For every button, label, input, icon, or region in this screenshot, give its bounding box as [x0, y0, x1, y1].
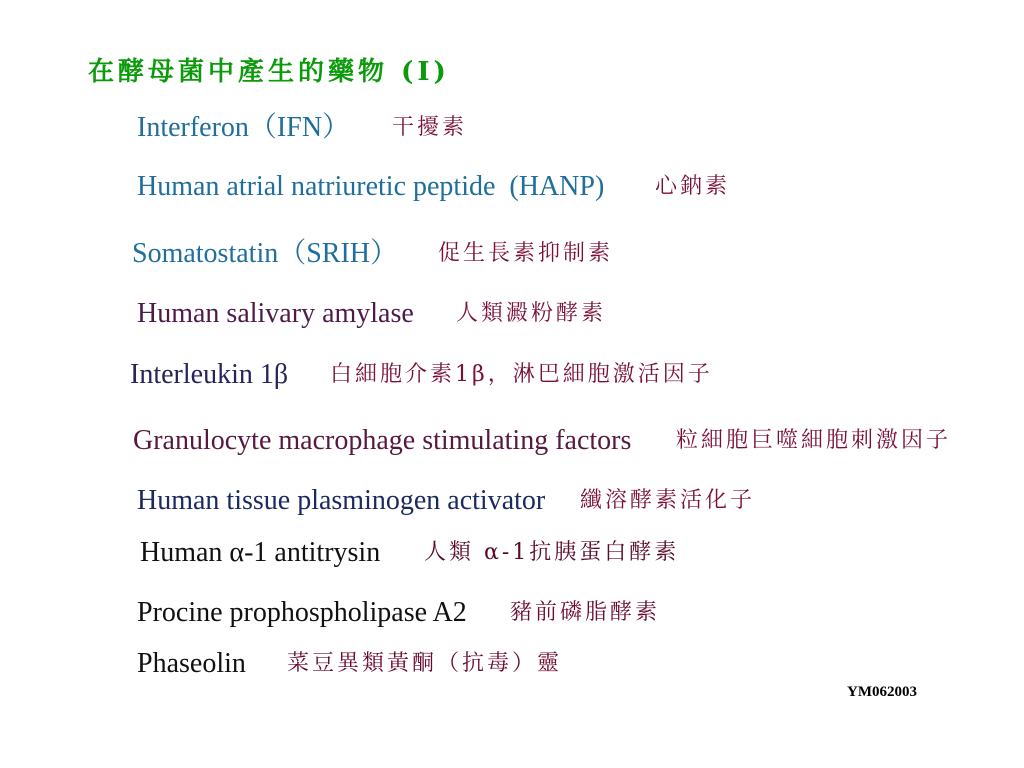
drug-row-gm-csf — [0, 425, 1024, 457]
drug-name-en: Somatostatin（SRIH） — [132, 238, 399, 269]
drug-name-zh: 粒細胞巨噬細胞刺激因子 — [676, 428, 952, 453]
drug-name-zh: 心鈉素 — [655, 174, 731, 199]
drug-name-zh: 菜豆異類黃酮（抗毒）靈 — [287, 651, 563, 676]
drug-name-en: Human salivary amylase — [137, 298, 414, 329]
drug-name-en: Human tissue plasminogen activator — [137, 485, 546, 516]
drug-row-phaseolin — [0, 648, 1024, 680]
drug-name-en: Human α-1 antitrysin — [140, 537, 381, 568]
drug-name-en: Procine prophospholipase A2 — [137, 597, 467, 628]
slide-title: 在酵母菌中產生的藥物 (I) — [88, 57, 450, 87]
drug-name-en: Phaseolin — [137, 648, 246, 679]
drug-name-en: Granulocyte macrophage stimulating factors — [133, 425, 632, 456]
drug-name-en: Human atrial natriuretic peptide (HANP) — [137, 171, 605, 202]
drug-row-somatostatin — [0, 238, 1024, 270]
drug-name-zh: 白細胞介素1β，淋巴細胞激活因子 — [330, 362, 713, 387]
drug-name-en: Interleukin 1β — [130, 359, 289, 390]
drug-name-zh: 纖溶酵素活化子 — [580, 488, 756, 513]
drug-name-zh: 人類 α-1抗胰蛋白酵素 — [424, 540, 680, 565]
drug-row-hanp — [0, 171, 1024, 203]
drug-name-zh: 豬前磷脂酵素 — [510, 600, 661, 625]
drug-name-zh: 促生長素抑制素 — [438, 241, 614, 266]
slide-code-footer: YM062003 — [847, 684, 917, 700]
drug-name-zh: 干擾素 — [392, 115, 468, 140]
drug-row-prophospholipase — [0, 597, 1024, 629]
drug-row-interleukin — [0, 359, 1024, 391]
drug-name-en: Interferon（IFN） — [137, 112, 351, 143]
drug-row-tpa — [0, 485, 1024, 517]
drug-row-salivary-amylase — [0, 298, 1024, 330]
drug-name-zh: 人類澱粉酵素 — [456, 301, 607, 326]
drug-row-interferon — [0, 112, 1024, 144]
drug-row-antitrypsin — [0, 537, 1024, 569]
